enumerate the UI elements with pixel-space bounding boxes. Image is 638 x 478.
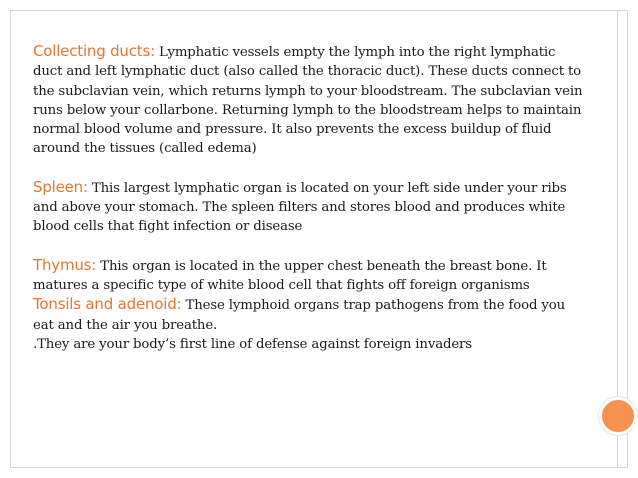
text-spleen: This largest lymphatic organ is located on your left side under your ribs and above your stomach. The spleen filters and stores blood and produces white blood cells that fight infection or disease (33, 180, 567, 235)
text-thymus: This organ is located in the upper chest beneath the breast bone. It matures a specific type of white blood cell that fights off foreign organisms (33, 258, 547, 293)
term-collecting-ducts: Collecting ducts: (33, 42, 155, 60)
paragraph-thymus (33, 256, 588, 296)
paragraph-collecting-ducts (33, 42, 588, 159)
paragraph-spleen (33, 178, 588, 237)
text-tonsils-adenoid: These lymphoid organs trap pathogens from the food you eat and the air you breathe. (33, 298, 566, 333)
text-collecting-ducts: Lymphatic vessels empty the lymph into the right lymphatic duct and left lymphatic duct (also called the thoracic duct). These ducts connect to the subclavian vein, which returns lymph to your bloodstream. The subclavian vein runs below your collarbone. Returning lymph to the bloodstream helps to maintain normal blood volume and pressure. It also prevents the excess buildup of fluid around the tissues (called edema) (33, 45, 583, 157)
term-spleen: Spleen: (33, 177, 88, 196)
slide-content (33, 42, 588, 354)
paragraph-spacer (33, 159, 588, 178)
paragraph-spacer (33, 237, 588, 256)
orange-circle-decoration (599, 397, 637, 435)
term-tonsils-adenoid: Tonsils and adenoid: (33, 295, 182, 314)
term-thymus: Thymus: (33, 255, 97, 274)
closing-line: .They are your body’s first line of defense against foreign invaders (33, 336, 472, 352)
paragraph-tonsils (33, 295, 588, 335)
